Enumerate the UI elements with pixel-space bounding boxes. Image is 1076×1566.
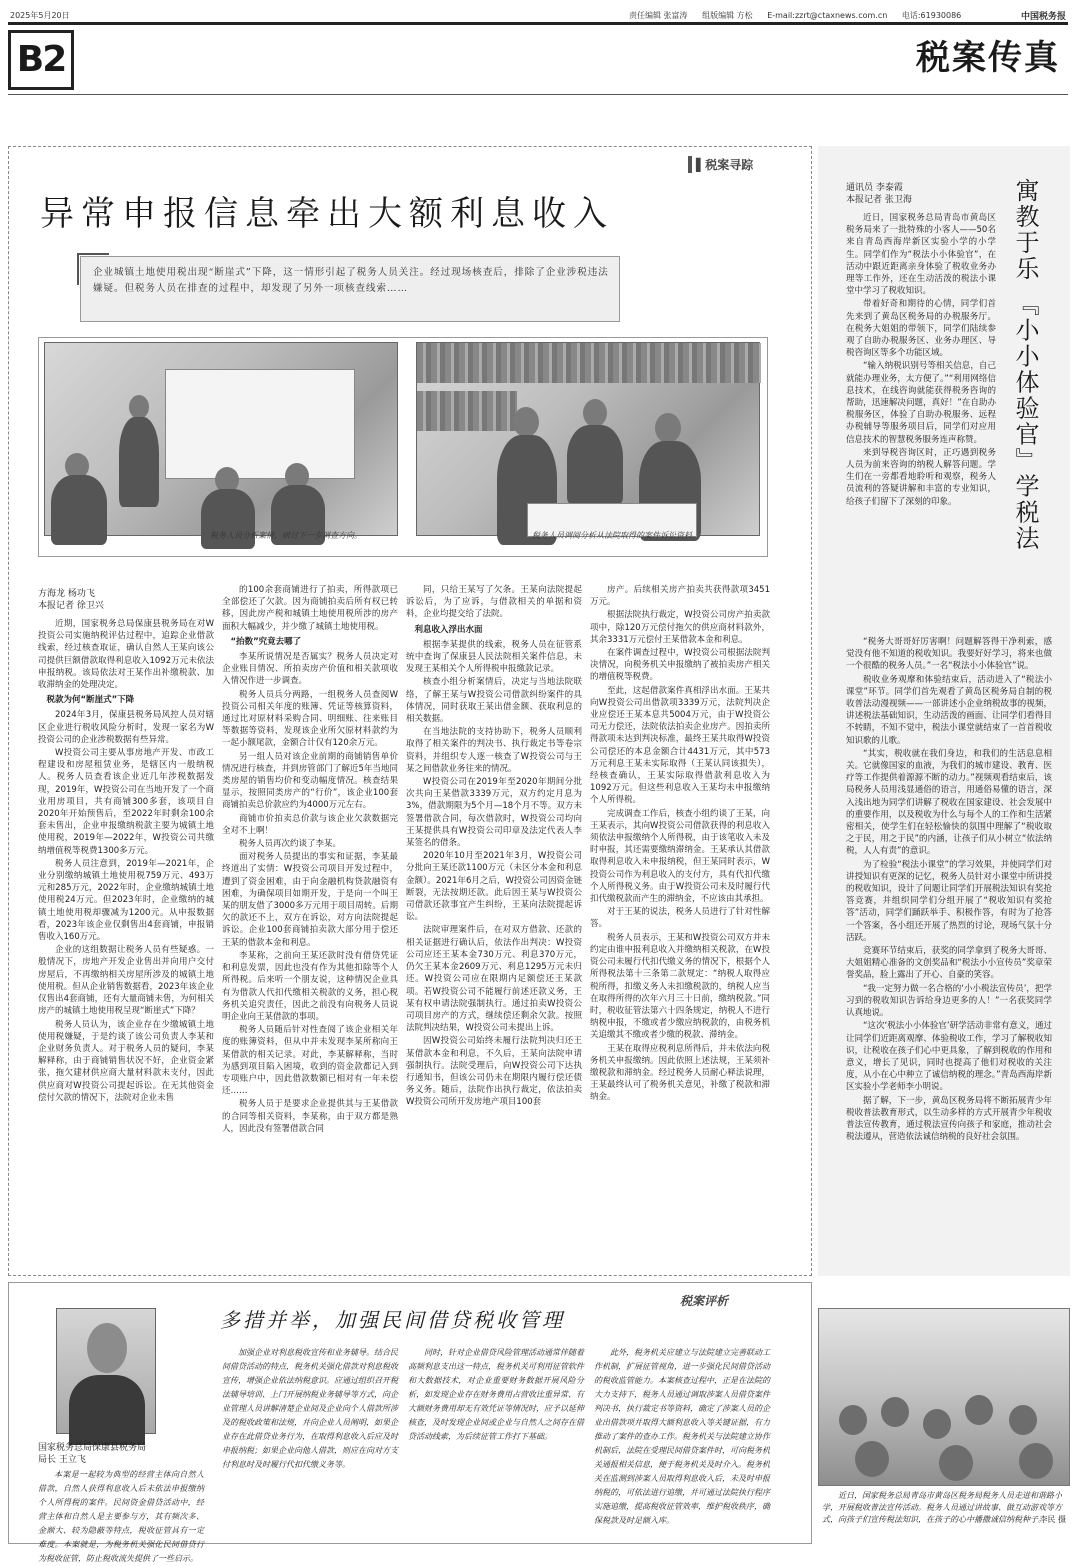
paragraph: 李某称，之前向王某还款时没有借贷凭证和利息发票，因此也没有作为其他扣除等个人所得税。后来听一个朋友说，这种情况企业具有为借款人代扣代缴相关税款的义务，担心税务机关追究责任，因此之前没有向税务人员说明企业向王某借款的事项。	[222, 950, 398, 1022]
person-seated	[51, 475, 107, 545]
photo-a-caption: 税务人员分析案情，研讨下一步调查方向。	[210, 531, 362, 540]
byline-line: 方海龙 杨功飞	[38, 589, 95, 599]
child-head	[1019, 1443, 1053, 1479]
bookshelf	[417, 343, 761, 383]
subheading: “抬数”究竟去哪了	[230, 636, 302, 647]
lead-summary: 企业城镇土地使用税出现“断崖式”下降，这一情形引起了税务人员关注。经过现场核查后，排除了企业涉税违法嫌疑。但税务人员在排查的过程中，却发现了另外一项核查线索……	[80, 256, 620, 322]
paragraph: 2020年10月至2021年3月，W投资公司分批向王某还款1100万元（未区分本金和利息金额）。2021年6月之后，W投资公司因资金链断裂，无法按期还款。此后因王某与W投资公司借款还款事宜产生纠纷，王某向法院提起诉讼。	[406, 851, 582, 923]
photo-b-caption: 税务人员调阅分析从法院取得的案件诉讼资料。	[532, 531, 700, 540]
paragraph: 核查小组分析案情后，决定与当地法院联络，了解王某与W投资公司借款纠纷案件的具体情况，同时获取王某出借金额、获取利息的相关数据。	[406, 677, 582, 725]
photo-credit: 李民 摄	[1039, 1515, 1066, 1524]
paragraph: 本案是一起较为典型的经营主体向自然人借款，自然人获得利息收入后未依法申报缴纳个人所得税的案件。民间资金借贷活动中，经营主体和自然人是主要参与方，其有频次多、金额大、较为隐蔽等特点，税收征管具有一定难度。本案就是，为税务机关强化民间借贷行为税收征管，防止税收流失提供了一些启示。	[38, 1470, 204, 1563]
subheading: 税款为何“断崖式”下降	[46, 695, 135, 706]
paragraph: 在当地法院的支持协助下，税务人员顺利取得了相关案件的判决书、执行裁定书等卷宗资料，并组织专人逐一核查了W投资公司与王某之间借款业务往来的情况。	[406, 727, 582, 774]
paragraph: 2024年3月，保康县税务局风控人员对辖区企业进行税收风险分析时，发现一家名为W投资公司的企业涉税数据有些异常。	[38, 710, 214, 745]
paragraph: 税务人员随后针对性查阅了该企业相关年度的账簿资料，但从中并未发现李某所称向王某借款的相关记录。对此，李某解释称，当时为感到项目陷入困境，收到的资金款都记入到专项账户中，因此借款数额已相对有一年未偿还……	[222, 1025, 398, 1097]
child-head	[923, 1409, 951, 1439]
commentary-headline: 多措并举，加强民间借贷税收管理	[220, 1308, 565, 1332]
newspaper-name: 中国税务报	[1020, 12, 1066, 22]
sidebar-byline	[846, 182, 912, 206]
paragraph: 税务人员认为，该企业存在少缴城镇土地使用税嫌疑，于是约谈了该公司负责人李某和企业财务负责人。对于税务人员的疑问，李某解释称，由于商铺销售状况不好，企业资金紧张，拖欠建材供应商大量材料款未支付，因此供应商对W投资公司提起诉讼。在无其他资金偿付欠款的情况下，法院对企业未售	[38, 1019, 214, 1103]
caption-line: 国家税务总局保康县税务局	[38, 1443, 147, 1453]
main-column-2	[222, 584, 398, 1270]
author-portrait	[56, 1308, 156, 1434]
commentary-column-4	[594, 1346, 770, 1538]
paragraph: “其实，税收就在我们身边，和我们的生活息息相关。它就像国家的血液，为我们的城市建设、教育、医疗等工作提供着源源不断的动力。”视频观看结束后，该局税务人员用浅显通俗的语言，用通俗易懂的语言，深入浅出地为同学们讲解了税收在国家建设、社会发展中的重要作用，以及税收为什么与每个人的工作和生活紧密相关，使学生们在轻松愉快的氛围中理解了“税收取之于民，用之于民”的内涵，让孩子们从小树立“依法纳税，人人有责”的意识。	[846, 748, 1052, 857]
main-column-1	[38, 618, 214, 1270]
paragraph: 近日，国家税务总局青岛市黄岛区税务局来了一批特殊的小客人——50名来自青岛西海岸新区实验小学的小学生。同学们作为“税法小小体验官”，在活动中跟近距离亲身体验了税收业务办理等工作外，还在生动活泼的税法小课堂中学习了税收知识。	[846, 213, 996, 297]
paragraph: 竞赛环节结束后，获奖的同学拿到了税务大哥哥、大姐姐精心准备的文创奖品和“税法小小宣传员”奖章荣誉奖品，脸上露出了开心、自豪的笑容。	[846, 946, 1052, 981]
paragraph: 税务人员兵分两路，一组税务人员查阅W投资公司相关年度的账簿、凭证等核算资料，通过比对原材料采购合同、明细账、往来账目等数据等资料，发现该企业所欠原材料款约为一起小额尾款，金额合计仅有120余万元。	[222, 689, 398, 749]
paragraph: 企业的这组数据让税务人员有些疑惑。一般情况下，房地产开发企业售出并向用户交付房屋后，不再缴纳相关房屋所涉及的城镇土地使用税。但从企业销售数据看，2023年该企业仅售出4套商铺，还有大量商铺未售，为何相关房产的城镇土地使用税呈现“断崖式”下降？	[38, 945, 214, 1017]
paragraph: 的100余套商铺进行了拍卖，所得款项已全部偿还了欠款。因为商铺拍卖后所有权已转移，因此房产税和城镇土地使用税所涉的房产面积大幅减少，并少缴了城镇土地使用税。	[222, 585, 398, 632]
section-rule	[8, 94, 1068, 95]
responsible-editor: 责任编辑 张富涛	[629, 11, 688, 20]
paragraph: 另一组人员对该企业前期的商铺销售单价情况进行核查，并到房管部门了解近5年当地同类房屋的销售均价和变动幅度情况。核查结果显示，按照同类房产的“行价”，该企业100套商铺拍卖总价款应约为4000万元左右。	[222, 751, 398, 811]
paragraph: 同，只给王某写了欠条。王某向法院提起诉讼后，为了应诉，与借款相关的单据和资料，企业均提交给了法院。	[406, 585, 582, 620]
child-head	[1009, 1405, 1037, 1435]
child-head	[855, 1441, 889, 1477]
paragraph: 完成调查工作后，核查小组约谈了王某，向王某表示，其向W投资公司借款获得的利息收入须依法申报缴纳个人所得税，由于该笔收入未及时申报，其还需要缴纳滞纳金。王某承认其借款取得利息收入未申报纳税，但王某同时表示，W投资公司作为利息收入的支付方，具有代扣代缴个人所得税义务。由于W投资公司未及时履行代扣代缴税款而产生的滞纳金，不应该由其承担。	[590, 808, 770, 905]
paragraph: “我一定努力做一名合格的‘小小税法宣传员’，把学习到的税收知识告诉给身边更多的人！”一名获奖同学认真地说。	[846, 983, 1052, 1019]
paragraph: 此外，税务机关应建立与法院建立完善联动工作机制，扩展征管视角，进一步强化民间借贷活动的税收监管能力。本案核查过程中，正是在法院的大力支持下，税务人员通过调取涉案人员借贷案件判决书，执行裁定书等资料，确定了涉案人员的企业出借款项并取得大额利息收入等关键证据，有力推动了案件的查办工作。税务机关与法院建立协作机制后，法院在受理民间借贷案件时，可向税务机关通报相关信息，便于税务机关及时介入。税务机关在监测到涉案人员取得利息收入后，未及时申报纳税的，可依法进行追缴，并可通过法院执行程序实施追缴，提高税收征管效率，维护税收秩序，确保税款及时足额入库。	[594, 1348, 770, 1525]
email: E-mail:zzrt@ctaxnews.com.cn	[767, 11, 888, 20]
layout-editor: 组版编辑 方松	[702, 11, 753, 20]
paragraph: 根据法院执行裁定，W投资公司房产拍卖款项中，除120万元偿付拖欠的供应商材料款外，其余3331万元偿付王某借款本金和利息。	[590, 610, 770, 645]
paragraph: 为了检验“税法小课堂”的学习效果，并使同学们对讲授知识有更深的记忆，税务人员针对小课堂中所讲授的税收知识，设计了问题让同学们开展税法知识有奖抢答竞赛，并组织同学们分组开展了“税收知识有奖抢答”活动，同学们踊跃举手、积极作答，有时为了抢答一个答案，各小组还开展了热烈的讨论，现场气氛十分活跃。	[846, 859, 1052, 943]
paragraph: 税务人员表示，王某和W投资公司双方并未约定由谁申报利息收入并缴纳相关税款，在W投资公司未履行代扣代缴义务的情况下，根据个人所得税法第十三条第二款规定：“纳税人取得应税所得，扣缴义务人未扣缴税款的，纳税人应当在取得所得的次年六月三十日前，缴纳税款。”同时，税收征管法第六十四条规定，纳税人不进行纳税申报，不缴或者少缴应纳税款的，由税务机关追缴其不缴或者少缴的税款、滞纳金。	[590, 932, 770, 1041]
paragraph: 同时，针对企业借贷风险管理活动通常伴随着高频利息支出这一特点，税务机关可利用征管软件和大数据技术，对企业重要财务数据开展风险分析，如发现企业存在财务费用占营收比重异常、有大额财务费用却无有效凭证等情况时，应予以延伸核查，及时发现企业间或企业与自然人之间存在借贷活动线索，为后续征管工作打下基础。	[408, 1348, 584, 1441]
paragraph: 来到导税咨询区时，正巧遇到税务人员为前来咨询的纳税人解答问题。学生们在一旁都看地聆听和观察，税务人员流利的答疑讲解和丰富的专业知识，给孩子们留下了深刻的印象。	[846, 447, 996, 507]
phone: 电话:61930086	[901, 11, 962, 20]
paragraph: W投资公司主要从事房地产开发、市政工程建设和房屋租赁业务，是辖区内一般纳税人。税务人员查看该企业近几年涉税数据发现，2019年，W投资公司在当地开发了一个商业用房项目，共有商铺300多套，该项目自2020年开始预售后，至2022年时剩余100余套未售出，企业申报缴纳税款主要为城镇土地使用税，2019年—2022年，W投资公司共缴纳增值税等税费1300多万元。	[38, 748, 214, 856]
bookshelf	[417, 391, 517, 431]
sidebar-photo-classroom	[818, 1308, 1070, 1486]
caption-text: 近日，国家税务总局青岛市黄岛区税务局税务人员走进和谐路小学，开展税收普法宣传活动。税务人员通过讲故事、做互动游戏等方式，向孩子们宣传税法知识，在孩子的心中播撒诚信纳税种子。	[822, 1491, 1062, 1524]
commentary-tag: 税案评析	[680, 1294, 729, 1308]
child-head	[965, 1395, 993, 1425]
photo-case-discussion	[44, 342, 398, 536]
photo-document-review	[416, 342, 760, 536]
paragraph: 税收业务观摩和体验结束后，活动进入了“税法小课堂”环节。同学们首先观看了黄岛区税务局自制的税收普法动漫视频——一部讲述小企业纳税故事的视频，讲述税法基础知识，生动活泼的画面、让同学们看得目不转睛，不知不觉中，税法小课堂就结束了一首首税收知识歌的儿歌。	[846, 674, 1052, 746]
editor-info	[629, 10, 973, 21]
paragraph: 因W投资公司始终未履行法院判决归还王某借款本金和利息，不久后，王某向法院申请强制执行。法院受理后，向W投资公司下达执行通知书，但该公司仍未在期限内履行偿还债务义务。随后，法院作出执行裁定，依法拍卖W投资公司所开发房地产项目100套	[406, 1036, 582, 1108]
person-standing	[119, 417, 159, 507]
paragraph: 据了解，下一步，黄岛区税务局将不断拓展青少年税收普法教育形式，以生动多样的方式开展青少年税收普法宣传教育，通过税法宣传向孩子和家庭，推动社会税法遵从，营造依法诚信纳税的良好社会氛围。	[846, 1095, 1052, 1143]
person-head	[129, 395, 149, 419]
paragraph: “输入纳税识别号等相关信息，自己就能办理业务，太方便了。”“利用网络信息技术，在线咨询就能获得税务咨询的帮助，迅速解决问题，真好！”在自助办税服务区，体验了自助办税服务、远程办税辅导等服务项目后，同学们对应用信息技术的智慧税务服务连声称赞。	[846, 361, 996, 445]
child-head	[839, 1405, 867, 1435]
paragraph: “这次‘税法小小体验官’研学活动非常有意义，通过让同学们近距离观摩、体验税收工作，学习了解税收知识，让税收在孩子们心中更具象，了解到税收的作用和意义，增长了见识，同时也提高了他们对税收的关注度，从小在心中种立了诚信纳税的理念。”青岛西海岸新区实验小学老师李小明说。	[846, 1021, 1052, 1093]
caption-line: 局长 王立飞	[38, 1455, 86, 1465]
paragraph: 加强企业对利息税收宣传和业务辅导。结合民间借贷活动的特点，税务机关强化借款对利息税收宣传，增强企业依法纳税意识。应通过组织召开税法辅导培训、上门开展纳税业务辅导等方式，向企业管理人员讲解清楚企业间及企业向个人借款所涉及的税收政策和法规，并向企业人员阐明，如果企业存在此借贷业务行为，在取得利息收入后应及时申报纳税；如果企业向他人借款，则应在向对方支付利息时及时履行代扣代缴义务等。	[222, 1348, 398, 1469]
portrait-body	[69, 1375, 145, 1445]
main-byline	[38, 588, 104, 612]
portrait-head	[87, 1323, 127, 1373]
person-head	[513, 407, 539, 437]
subheading: 利息收入浮出水面	[414, 624, 483, 635]
paragraph: 法院审理案件后，在对双方借款、还款的相关证据进行确认后，依法作出判决：W投资公司应还王某本金730万元、利息370万元，仍欠王某本金2609万元、利息1295万元未归还。W投资公司应在限期内足额偿还王某款项。若W投资公司不能履行前述还款义务，王某有权申请法院强制执行。通过拍卖W投资公司项目房产的方式，继续偿还剩余欠款。按照法院判决结果，W投资公司未提出上诉。	[406, 925, 582, 1034]
author-caption	[38, 1442, 146, 1466]
issue-date: 2025年5月20日	[10, 11, 70, 20]
person-standing	[567, 425, 623, 505]
main-headline: 异常申报信息牵出大额利息收入	[40, 194, 614, 234]
commentary-column-2	[222, 1346, 398, 1538]
paragraph: 税务人员再次约谈了李某。	[239, 839, 342, 850]
paragraph: 王某在取得应税利息所得后，并未依法向税务机关申报缴纳。因此依照上述法规，王某须补缴税款和滞纳金。经过税务人员耐心释法说理，王某最终认可了税务机关意见，补缴了税款和滞纳金。	[590, 1043, 770, 1103]
paragraph: 李某所说情况是否属实？税务人员决定对企业账目情况、所拍卖房产价值和相关款项收入情况作进一步调查。	[222, 652, 398, 687]
commentary-column-3	[408, 1346, 584, 1538]
paragraph: “税务大哥哥好厉害啊！问题解答得干净利索，感觉没有他不知道的税收知识。我要好好学习，将来也做一个很酷的税务人员。”一名“税法小小体验官”说。	[846, 637, 1052, 672]
paragraph: 商铺市价拍卖总价款与该企业欠款数据完全对不上啊！	[222, 813, 398, 836]
paragraph: 带着好奇和期待的心情，同学们首先来到了黄岛区税务局的办税服务厅。在税务大姐姐的带领下，同学们陆续参观了自助办税服务区、业务办理区、导税咨询区等多个功能区域。	[846, 299, 996, 359]
byline-line: 本报记者 徐卫兴	[38, 601, 104, 611]
main-column-3	[406, 584, 582, 1270]
main-column-4	[590, 584, 770, 1270]
byline-line: 本报记者 张卫海	[846, 195, 912, 205]
paragraph: 税务人员于是要求企业提供其与王某借款的合同等相关资料，李某称，由于双方都是熟人，因此没有签署借款合同	[222, 1099, 398, 1134]
paragraph: W投资公司在2019年至2020年期间分批次共向王某借款3339万元，双方约定月息为3%，借款期限为5个月—18个月不等。双方未签署借款合同，每次借款时，W投资公司均向王某提供具有W投资公司印章及法定代表人李某签名的借条。	[406, 777, 582, 849]
sidebar-column-upper	[846, 212, 996, 632]
paragraph: 在案件调查过程中，W投资公司根据法院判决情况，向税务机关申报缴纳了被拍卖房产相关的增值税等税费。	[590, 648, 770, 683]
commentary-column-1	[38, 1468, 204, 1563]
child-head	[939, 1445, 973, 1481]
masthead-rule	[8, 22, 1068, 25]
section-title: 税案传真	[916, 38, 1060, 78]
byline-line: 通讯员 李泰霞	[846, 183, 903, 193]
paragraph: 税务人员注意到，2019年—2021年，企业分别缴纳城镇土地使用税759万元、493万元和285万元，2022年时，企业缴纳城镇土地使用税24万元。但2023年时，企业缴纳的城镇土地使用税却骤减为1200元。从申报数据看，2023年该企业仅剩售出4套商铺，申报销售收入160万元。	[38, 858, 214, 943]
paragraph: 对于王某的说法，税务人员进行了针对性解答。	[590, 907, 770, 930]
paragraph: 面对税务人员提出的事实和证据，李某最终道出了实情：W投资公司项目开发过程中，遭到了资金困难，由于向金融机构贷款融资有困难，为确保项目如期开发，于是向一个叫王某的朋友借了3000多万元用于项目周转。后期欠的款还不上，双方在诉讼，对方向法院提起诉讼。企业100套商铺拍卖款大部分用于偿还王某的借款本金和利息。	[222, 852, 398, 948]
paragraph: 房产。后续相关房产拍卖共获得款项3451万元。	[590, 585, 770, 608]
sidebar-column-lower	[846, 636, 1052, 1272]
paragraph: 近期，国家税务总局保康县税务局在对W投资公司实施纳税评估过程中，追踪企业借款线索，经过核查取证，确认自然人王某向该公司提供巨额借款取得利息收入1092万元未依法申报纳税。该局依法对王某作出补缴税款、加收滞纳金的处理决定。	[38, 619, 214, 691]
child-head	[881, 1397, 909, 1427]
sidebar-photo-caption	[822, 1490, 1066, 1526]
page-number: B2	[8, 30, 74, 90]
paragraph: 根据李某提供的线索，税务人员在征管系统中查询了保康县人民法院相关案件信息，未发现王某相关个人所得税申报缴款记录。	[406, 639, 582, 675]
whiteboard	[165, 369, 355, 479]
column-tag: ▌税案寻踪	[688, 156, 753, 173]
paragraph: 至此，这起借款案件真相浮出水面。王某共向W投资公司出借款项3339万元，法院判决企业应偿还王某本息共5004万元，由于W投资公司无力偿还，法院依法拍卖企业房产。因拍卖所得款项未达到判决标准，最终王某共取得W投资公司偿还的本息金额合计4431万元，其中573万元利息王某未实际取得（王某认同该损失），经核查确认，王某实际取得借款利息收入为1092万元。但这些利息收入王某均未申报缴纳个人所得税。	[590, 685, 770, 806]
person-head	[583, 399, 607, 427]
person-head	[655, 413, 681, 443]
sidebar-headline: 寓教于乐 『小小体验官』学税法	[1011, 178, 1039, 552]
masthead-bar	[10, 8, 1066, 22]
